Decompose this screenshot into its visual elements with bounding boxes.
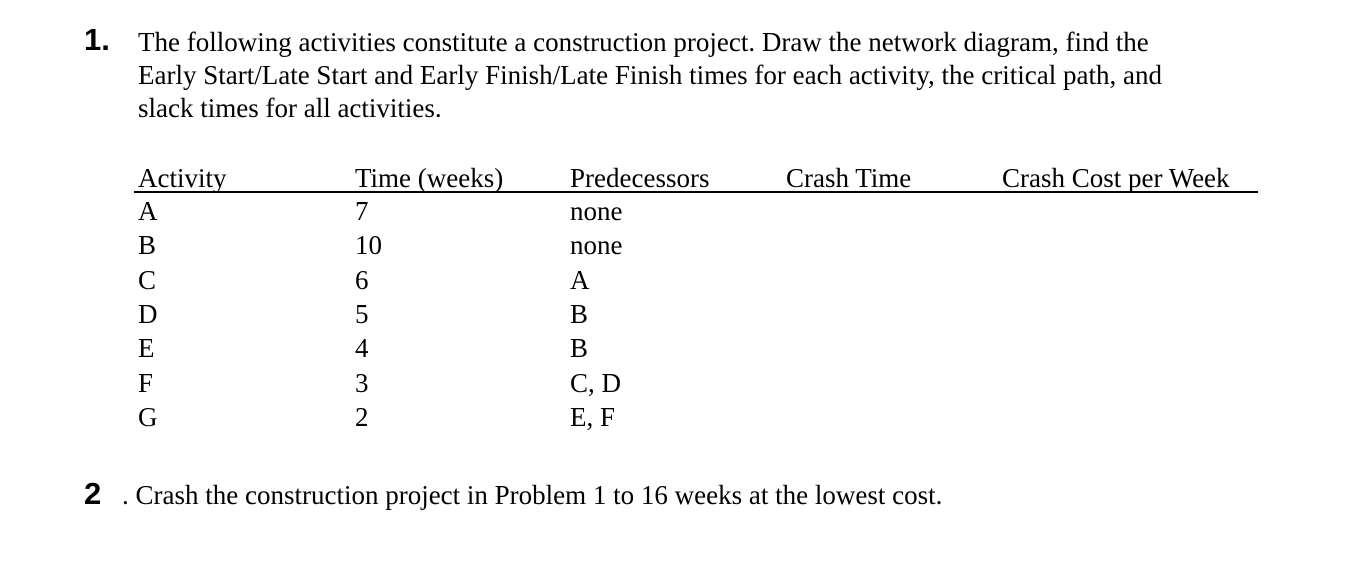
cell-predecessors: none: [570, 196, 623, 226]
cell-predecessors: C, D: [570, 367, 622, 398]
header-time: Time (weeks): [355, 163, 504, 193]
cell-time: 6: [355, 264, 369, 295]
header-predecessors: Predecessors: [570, 163, 710, 193]
cell-predecessors: E, F: [570, 401, 616, 432]
cell-activity: D: [138, 298, 158, 329]
question-2-number: 2: [84, 476, 102, 511]
cell-time: 7: [355, 196, 369, 226]
cell-time: 10: [355, 230, 382, 261]
question-1-line-2: Early Start/Late Start and Early Finish/Late Finish times for each activity, the critical path, and: [138, 60, 1162, 90]
question-1-line-3: slack times for all activities.: [138, 93, 442, 123]
cell-time: 4: [355, 333, 369, 364]
header-crash-time: Crash Time: [786, 163, 912, 193]
cell-predecessors: none: [570, 230, 623, 261]
question-1-number: 1.: [84, 22, 110, 57]
header-activity: Activity: [138, 163, 227, 193]
header-crash-cost: Crash Cost per Week: [1002, 163, 1230, 193]
question-1-line-1: The following activities constitute a construction project. Draw the network diagram, find the: [138, 27, 1149, 57]
cell-activity: E: [138, 333, 155, 364]
cell-predecessors: B: [570, 298, 589, 329]
cell-predecessors: B: [570, 333, 589, 364]
question-2-text: . Crash the construction project in Problem 1 to 16 weeks at the lowest cost.: [122, 480, 943, 510]
cell-time: 2: [355, 401, 369, 432]
cell-predecessors: A: [570, 264, 590, 295]
question-1-text: [138, 26, 1318, 125]
cell-activity: F: [138, 367, 154, 398]
cell-time: 5: [355, 298, 369, 329]
cell-activity: B: [138, 230, 157, 261]
cell-activity: C: [138, 264, 157, 295]
cell-activity: G: [138, 401, 158, 432]
cell-activity: A: [138, 196, 158, 226]
cell-time: 3: [355, 367, 369, 398]
